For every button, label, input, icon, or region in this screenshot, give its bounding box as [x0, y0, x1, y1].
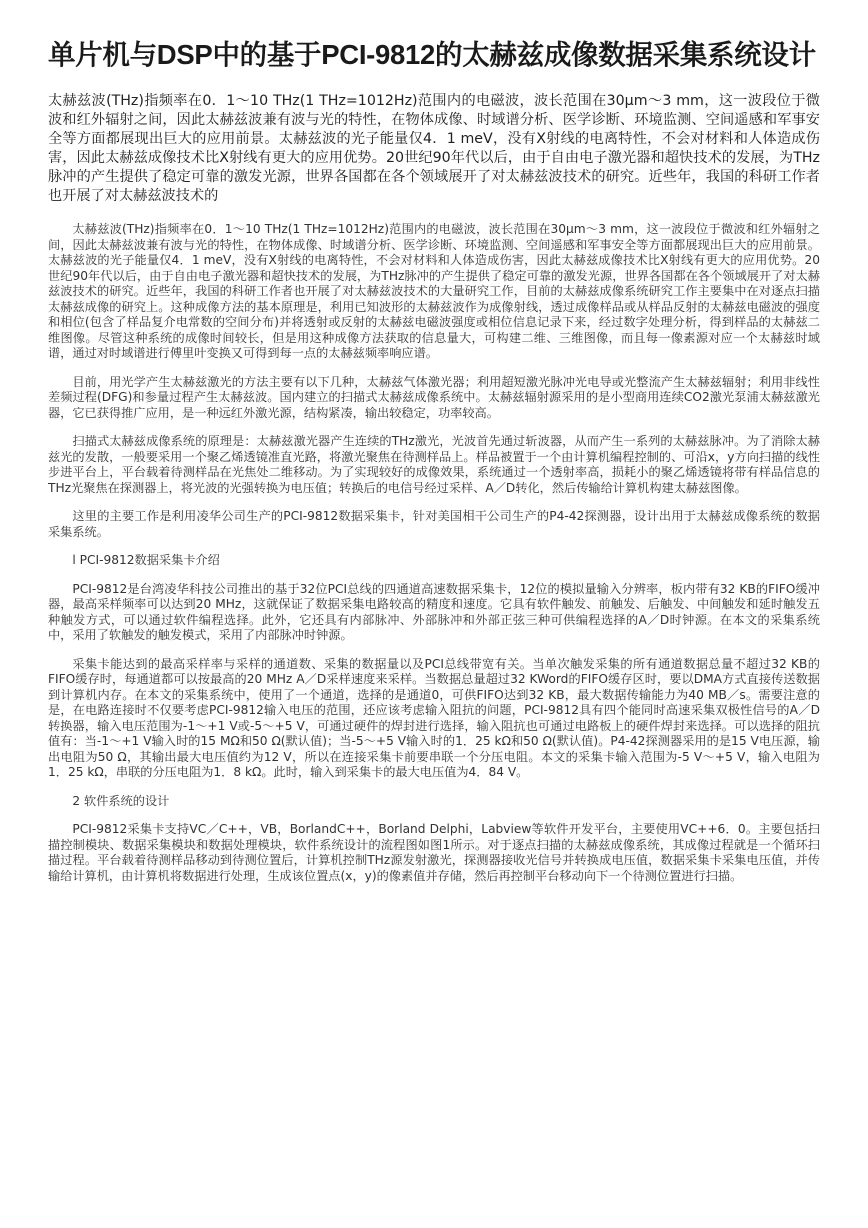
article-body	[48, 222, 820, 884]
body-paragraph: 这里的主要工作是利用凌华公司生产的PCI-9812数据采集卡，针对美国相干公司生产的P4-42探测器，设计出用于太赫兹成像系统的数据采集系统。	[48, 509, 820, 539]
abstract-paragraph: 太赫兹波(THz)指频率在0．1～10 THz(1 THz=1012Hz)范围内的电磁波，波长范围在30μm～3 mm，这一波段位于微波和红外辐射之间，因此太赫兹波兼有波与光的特性，在物体成像、时域谱分析、医学诊断、环境监测、空间遥感和军事安全等方面都展现出巨大的应用前景。太赫兹波的光子能量仅4．1 meV，没有X射线的电离特性，不会对材料和人体造成伤害，因此太赫兹成像技术比X射线有更大的应用优势。20世纪90年代以后，由于自由电子激光器和超快技术的发展，为THz脉冲的产生提供了稳定可靠的激发光源，世界各国都在各个领域展开了对太赫兹波技术的研究。近些年，我国的科研工作者也开展了对太赫兹波技术的	[48, 93, 820, 204]
body-paragraph: PCI-9812是台湾凌华科技公司推出的基于32位PCI总线的四通道高速数据采集卡，12位的模拟量输入分辨率，板内带有32 KB的FIFO缓冲器，最高采样频率可以达到20 MHz，这就保证了数据采集电路较高的精度和速度。它具有软件触发、前触发、后触发、中间触发和延时触发五种触发方式，可以通过软件编程选择。此外，它还具有内部脉冲、外部脉冲和外部正弦三种可供编程选择的A／D时钟源。在本文的采集系统中，采用了软触发的触发模式，采用了内部脉冲时钟源。	[48, 581, 820, 642]
body-paragraph: 目前，用光学产生太赫兹激光的方法主要有以下几种，太赫兹气体激光器；利用超短激光脉冲光电导或光整流产生太赫兹辐射；利用非线性差频过程(DFG)和参量过程产生太赫兹波。国内建立的扫描式太赫兹成像系统中。太赫兹辐射源采用的是小型商用连续CO2激光泵浦太赫兹激光器，它已获得推广应用，是一种远红外激光源，结构紧凑，输出较稳定，功率较高。	[48, 374, 820, 420]
body-paragraph: 扫描式太赫兹成像系统的原理是：太赫兹激光器产生连续的THz激光，光波首先通过斩波器，从而产生一系列的太赫兹脉冲。为了消除太赫兹光的发散，一般要采用一个聚乙烯透镜准直光路，将激光聚焦在待测样品上。样品被置于一个由计算机编程控制的、可沿x，y方向扫描的线性步进平台上，平台载着待测样品在光焦处二维移动。为了实现较好的成像效果，系统通过一个透射率高，损耗小的聚乙烯透镜将带有样品信息的THz光聚焦在探测器上，将光波的光强转换为电压值；转换后的电信号经过采样、A／D转化，然后传输给计算机构建太赫兹图像。	[48, 434, 820, 495]
body-paragraph: PCI-9812采集卡支持VC／C++，VB，BorlandC++，Borland Delphi，Labview等软件开发平台，主要使用VC++6．0。主要包括扫描控制模块、数据采集模块和数据处理模块，软件系统设计的流程图如图1所示。对于逐点扫描的太赫兹成像系统，其成像过程就是一个循环扫描过程。平台载着待测样品移动到待测位置后，计算机控制THz源发射激光，探测器接收光信号并转换成电压值，数据采集卡采集电压值，并传输给计算机，由计算机将数据进行处理，生成该位置点(x，y)的像素值并存储，然后再控制平台移动向下一个待测位置进行扫描。	[48, 822, 820, 883]
section-heading: 2 软件系统的设计	[72, 793, 170, 808]
body-paragraph: 太赫兹波(THz)指频率在0．1～10 THz(1 THz=1012Hz)范围内的电磁波，波长范围在30μm～3 mm，这一波段位于微波和红外辐射之间，因此太赫兹波兼有波与光的特性，在物体成像、时域谱分析、医学诊断、环境监测、空间遥感和军事安全等方面都展现出巨大的应用前景。太赫兹波的光子能量仅4．1 meV，没有X射线的电离特性，不会对材料和人体造成伤害，因此太赫兹成像技术比X射线有更大的应用优势。20世纪90年代以后，由于自由电子激光器和超快技术的发展，为THz脉冲的产生提供了稳定可靠的激发光源，世界各国都在各个领域展开了对太赫兹波技术的研究。近些年，我国的科研工作者也开展了对太赫兹波技术的大量研究工作，目前的太赫兹成像系统研究工作主要集中在对逐点扫描太赫兹成像的研究上。这种成像方法的基本原理是，利用已知波形的太赫兹波作为成像射线，透过成像样品或从样品反射的太赫兹电磁波的强度和相位(包含了样品复介电常数的空间分布)并将透射或反射的太赫兹电磁波强度或相位信息记录下来，经过数字处理分析，得到样品的太赫兹二维图像。尽管这种系统的成像时间较长，但是用这种成像方法获取的信息量大，可构建二维、三维图像，而且每一像素源对应一个太赫兹时域谱，通过对时域谱进行傅里叶变换又可得到每一点的太赫兹频率响应谱。	[48, 222, 820, 360]
body-paragraph: 采集卡能达到的最高采样率与采样的通道数、采集的数据量以及PCI总线带宽有关。当单次触发采集的所有通道数据总量不超过32 KB的FIFO缓存时，每通道都可以按最高的20 MHz A／D采样速度来采样。当数据总量超过32 KWord的FIFO缓存区时，要以DMA方式直接传送数据到计算机内存。在本文的采集系统中，使用了一个通道，选择的是通道0，可供FIFO达到32 KB，最大数据传输能力为40 MB／s。需要注意的是，在电路连接时不仅要考虑PCI-9812输入电压的范围，还应该考虑输入阻抗的问题，PCI-9812具有四个能同时高速采集双极性信号的A／D转换器，输入电压范围为-1～+1 V或-5～+5 V，可通过硬件的焊封进行选择，输入阻抗也可通过电路板上的硬件焊封来选择。可以选择的阻抗值有：当-1～+1 V输入时的15 MΩ和50 Ω(默认值)；当-5～+5 V输入时的1．25 kΩ和50 Ω(默认值)。P4-42探测器采用的是15 V电压源，输出电阻为50 Ω，其输出最大电压值约为12 V，所以在连接采集卡前要串联一个分压电阻。本文的采集卡输入范围为-5 V～+5 V，输入电阻为1．25 kΩ，串联的分压电阻为1．8 kΩ。此时，输入到采集卡的最大电压值为4．84 V。	[48, 656, 820, 779]
section-heading: l PCI-9812数据采集卡介绍	[72, 553, 220, 567]
document-title: 单片机与DSP中的基于PCI-9812的太赫兹成像数据采集系统设计	[48, 39, 816, 70]
